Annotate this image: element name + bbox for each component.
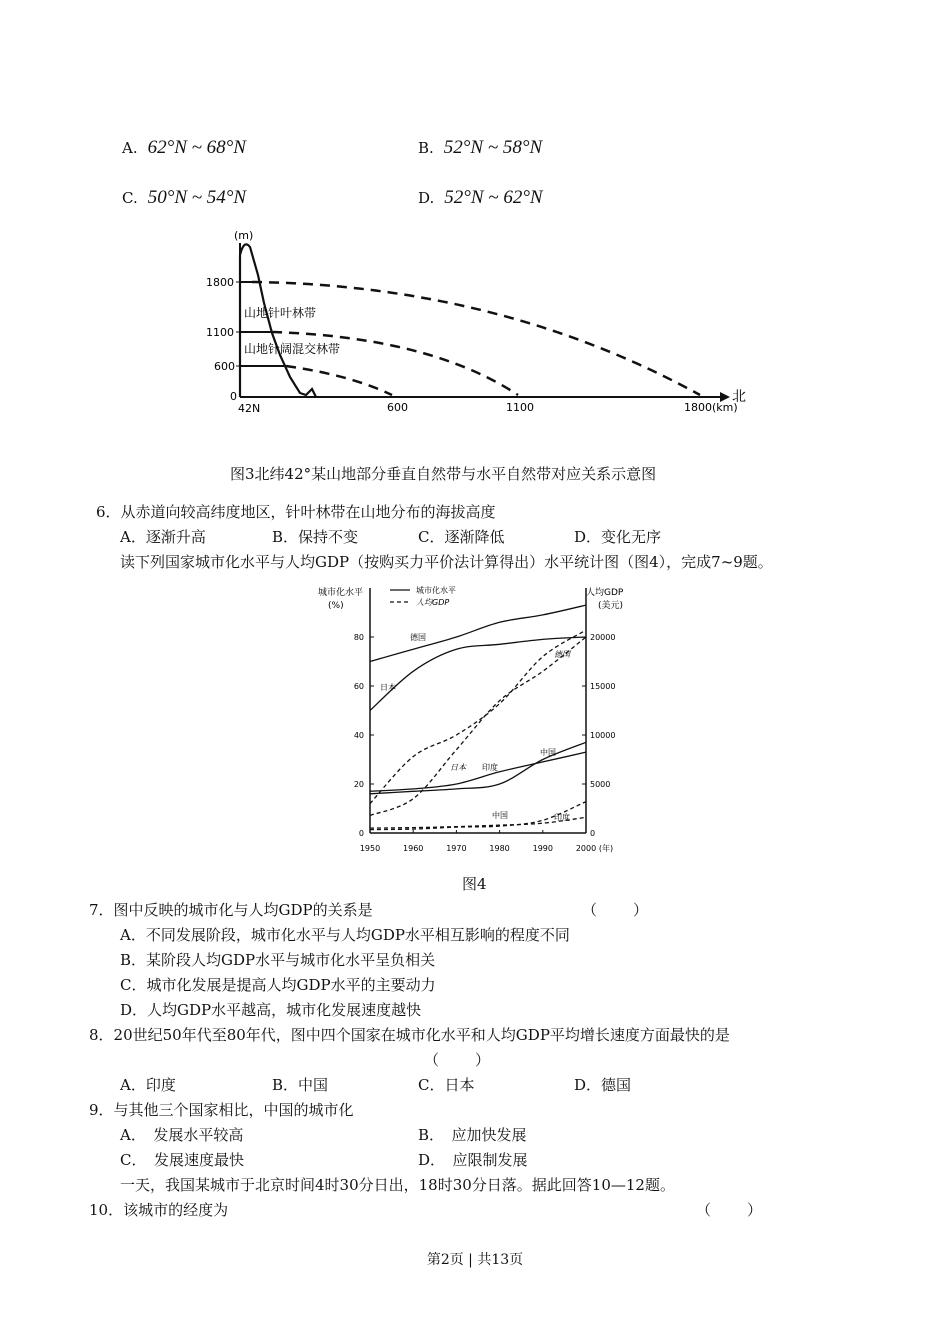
q6-stem: 6．从赤道向较高纬度地区，针叶林带在山地分布的海拔高度 — [96, 503, 496, 521]
fig3-band-lower: 山地针阔混交林带 — [244, 342, 341, 356]
fig4-series — [370, 605, 586, 830]
fig4-x-tick-label: 1990 — [532, 844, 553, 853]
q8-answer-paren: （ ） — [424, 1051, 493, 1069]
fig4-ticks — [354, 633, 616, 853]
q5-option-b: B. 52°N ~ 58°N — [418, 137, 543, 158]
fig3-dash-600 — [286, 366, 392, 395]
fig4-left-tick-label: 60 — [353, 682, 364, 691]
fig3-y-unit: (m) — [234, 229, 254, 242]
fig4-x-unit-label: (年) — [598, 844, 614, 853]
q6-option-b: B．保持不变 — [272, 528, 359, 546]
q7-stem: 7．图中反映的城市化与人均GDP的关系是 — [89, 901, 373, 919]
fig4-left-axis-title: 城市化水平 — [318, 588, 364, 598]
fig4-label-india-urban: 印度 — [482, 763, 498, 772]
fig4-legend-solid: 城市化水平 — [416, 586, 456, 595]
fig4-left-tick-label: 40 — [353, 731, 364, 740]
fig4-left-tick-label: 20 — [353, 780, 364, 789]
fig4-line-japan-urbanization — [370, 637, 586, 711]
q7-option-c: C．城市化发展是提高人均GDP水平的主要动力 — [120, 976, 436, 994]
fig4-x-tick-label: 1950 — [359, 844, 381, 853]
q7-option-d: D．人均GDP水平越高，城市化发展速度越快 — [120, 1001, 422, 1019]
q9-stem: 9．与其他三个国家相比，中国的城市化 — [89, 1101, 354, 1119]
fig3-x-tick-600: 600 — [387, 401, 408, 414]
figure-4-chart — [310, 580, 640, 862]
fig4-right-tick-label: 15000 — [590, 682, 616, 691]
q8-option-a: A．印度 — [120, 1076, 176, 1094]
fig4-label-china-urban: 中国 — [540, 748, 556, 757]
q7-option-a: A．不同发展阶段，城市化水平与人均GDP水平相互影响的程度不同 — [120, 926, 570, 944]
fig4-legend-dashed: 人均GDP — [416, 598, 450, 607]
intro-7-9: 读下列国家城市化水平与人均GDP（按购买力平价法计算得出）水平统计图（图4），完成7~9题。 — [120, 553, 773, 571]
intro-10-12: 一天，我国某城市于北京时间4时30分日出，18时30分日落。据此回答10—12题。 — [120, 1176, 675, 1194]
q9-option-b: B． 应加快发展 — [418, 1126, 527, 1144]
q8-option-d: D．德国 — [574, 1076, 632, 1094]
fig4-x-tick-label: 1960 — [403, 844, 424, 853]
q9-option-d: D． 应限制发展 — [418, 1151, 528, 1169]
fig3-y-tick-0: 0 — [230, 390, 237, 403]
page-footer: 第2页 | 共13页 — [426, 1252, 524, 1268]
fig4-label-china-gdp: 中国 — [492, 811, 508, 820]
fig4-right-axis-title: 人均GDP — [586, 588, 624, 598]
fig4-right-tick-label: 10000 — [590, 731, 616, 740]
q10-answer-paren: （ ） — [696, 1201, 765, 1219]
q6-option-d: D．变化无序 — [574, 528, 662, 546]
fig3-x-tick-1800: 1800(km) — [684, 401, 738, 414]
q8-option-b: B．中国 — [272, 1076, 329, 1094]
q8-option-c: C．日本 — [418, 1076, 475, 1094]
q5-option-d: D. 52°N ~ 62°N — [418, 187, 543, 208]
fig3-x-tick-1100: 1100 — [506, 401, 534, 414]
fig4-right-tick-label: 5000 — [590, 780, 611, 789]
fig4-label-japan-urban: 日本 — [380, 683, 396, 692]
fig4-right-axis-unit: (美元) — [598, 601, 624, 611]
q7-option-b: B．某阶段人均GDP水平与城市化水平呈负相关 — [120, 951, 436, 969]
fig3-x-origin: 42N — [238, 402, 261, 415]
q9-option-c: C． 发展速度最快 — [120, 1151, 244, 1169]
q9-option-a: A． 发展水平较高 — [120, 1126, 244, 1144]
fig4-right-tick-label: 0 — [590, 829, 596, 838]
fig3-north-label: 北 — [732, 389, 746, 405]
fig4-line-japan-gdp — [370, 637, 586, 815]
fig3-y-tick-600: 600 — [214, 360, 235, 373]
fig3-dash-1800 — [252, 282, 700, 395]
q8-stem: 8．20世纪50年代至80年代，图中四个国家在城市化水平和人均GDP平均增长速度方面最快的是 — [89, 1026, 730, 1044]
fig3-band-upper: 山地针叶林带 — [244, 306, 317, 320]
fig4-x-tick-label: 1980 — [489, 844, 510, 853]
q6-option-c: C．逐渐降低 — [418, 528, 505, 546]
q6-option-a: A．逐渐升高 — [120, 528, 206, 546]
fig3-y-tick-1100: 1100 — [206, 326, 234, 339]
fig4-left-axis-unit: (%) — [328, 601, 344, 611]
fig4-right-tick-label: 20000 — [590, 633, 616, 642]
fig3-y-tick-1800: 1800 — [206, 276, 234, 289]
fig4-left-tick-label: 80 — [353, 633, 364, 642]
q10-stem: 10．该城市的经度为 — [89, 1201, 229, 1219]
fig4-caption: 图4 — [462, 875, 487, 893]
fig4-label-germany-gdp: 德国 — [554, 650, 570, 659]
fig4-label-japan-gdp: 日本 — [450, 763, 466, 772]
fig4-x-tick-label: 1970 — [446, 844, 467, 853]
fig4-label-india-gdp: 印度 — [554, 813, 570, 822]
fig4-line-india-urbanization — [370, 752, 586, 791]
fig4-left-tick-label: 0 — [358, 829, 364, 838]
fig3-mountain-profile — [240, 244, 316, 397]
fig3-caption: 图3北纬42°某山地部分垂直自然带与水平自然带对应关系示意图 — [230, 465, 657, 483]
q5-option-c: C. 50°N ~ 54°N — [122, 187, 247, 208]
q7-answer-paren: （ ） — [582, 901, 651, 919]
figure-3-diagram — [200, 225, 750, 420]
fig4-x-tick-label: 2000 — [575, 844, 597, 853]
fig4-label-germany-urban: 德国 — [410, 633, 426, 642]
q5-option-a: A. 62°N ~ 68°N — [122, 137, 246, 158]
